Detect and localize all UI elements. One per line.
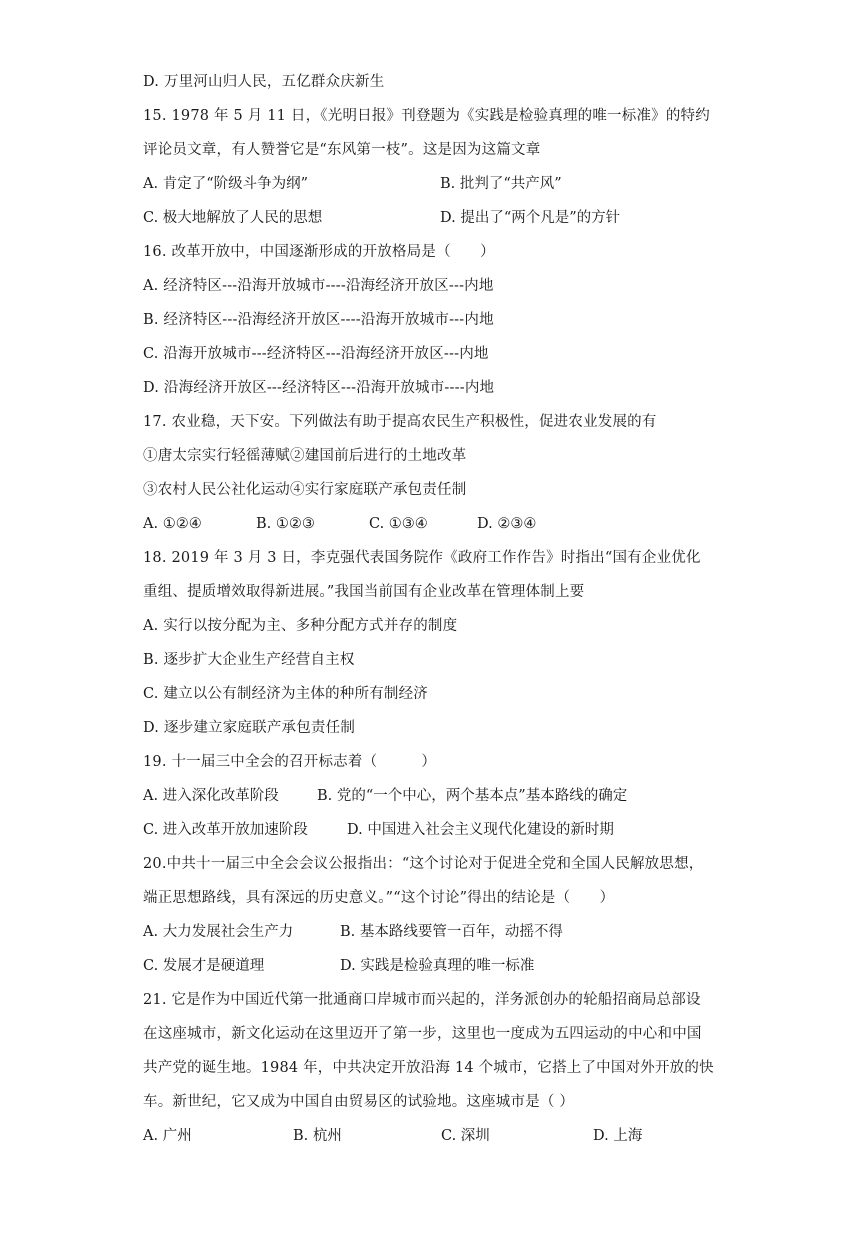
q16-option-d: D. 沿海经济开放区---经济特区---沿海开放城市----内地 [143, 380, 495, 396]
q19-stem: 19. 十一届三中全会的召开标志着（ ） [143, 754, 437, 770]
q19-option-c: C. 进入改革开放加速阶段 [143, 822, 308, 838]
q15-option-c: C. 极大地解放了人民的思想 [143, 210, 323, 226]
q15-option-d: D. 提出了“两个凡是”的方针 [440, 210, 621, 226]
q20-option-b: B. 基本路线要管一百年，动摇不得 [340, 924, 563, 940]
q15-option-b: B. 批判了“共产风” [440, 176, 562, 192]
q16-option-a: A. 经济特区---沿海开放城市----沿海经济开放区---内地 [143, 278, 494, 294]
q20-option-d: D. 实践是检验真理的唯一标准 [340, 958, 535, 974]
q21-option-a: A. 广州 [143, 1128, 192, 1144]
q20-stem-line-1: 20.中共十一届三中全会会议公报指出：“这个讨论对于促进全党和全国人民解放思想， [143, 856, 704, 872]
q21-options-row [143, 1126, 783, 1246]
q20-option-a: A. 大力发展社会生产力 [143, 924, 294, 940]
q21-option-c: C. 深圳 [441, 1128, 490, 1144]
q18-option-c: C. 建立以公有制经济为主体的种所有制经济 [143, 686, 428, 702]
q15-stem-line-2: 评论员文章，有人赞誉它是“东风第一枝”。这是因为这篇文章 [143, 142, 541, 158]
q14-option-d: D. 万里河山归人民，五亿群众庆新生 [143, 74, 385, 90]
q16-option-b: B. 经济特区---沿海经济开放区----沿海开放城市---内地 [143, 312, 494, 328]
q17-item-line-1: ①唐太宗实行轻徭薄赋②建国前后进行的土地改革 [143, 448, 467, 464]
q20-option-c: C. 发展才是硬道理 [143, 958, 265, 974]
q21-stem-line-2: 在这座城市，新文化运动在这里迈开了第一步，这里也一度成为五四运动的中心和中国 [143, 1026, 702, 1042]
q18-option-b: B. 逐步扩大企业生产经营自主权 [143, 652, 355, 668]
q20-stem-line-2: 端正思想路线，具有深远的历史意义。”“这个讨论”得出的结论是（ ） [143, 890, 615, 906]
q21-stem-line-4: 车。新世纪，它又成为中国自由贸易区的试验地。这座城市是（ ） [143, 1094, 575, 1110]
q17-stem: 17. 农业稳，天下安。下列做法有助于提高农民生产积极性，促进农业发展的有 [143, 414, 657, 430]
q21-option-b: B. 杭州 [293, 1128, 342, 1144]
q17-item-line-2: ③农村人民公社化运动④实行家庭联产承包责任制 [143, 482, 467, 498]
q17-option-a: A. ①②④ [143, 516, 202, 532]
q21-stem-line-3: 共产党的诞生地。1984 年，中共决定开放沿海 14 个城市，它搭上了中国对外开放的快 [143, 1060, 714, 1076]
q17-option-b: B. ①②③ [256, 516, 315, 532]
q15-option-a: A. 肯定了“阶级斗争为纲” [143, 176, 309, 192]
q18-option-d: D. 逐步建立家庭联产承包责任制 [143, 720, 356, 736]
q18-option-a: A. 实行以按分配为主、多种分配方式并存的制度 [143, 618, 458, 634]
q16-stem: 16. 改革开放中，中国逐渐形成的开放格局是（ ） [143, 244, 495, 260]
q17-option-c: C. ①③④ [369, 516, 428, 532]
q21-option-d: D. 上海 [593, 1128, 643, 1144]
q21-stem-line-1: 21. 它是作为中国近代第一批通商口岸城市而兴起的，洋务派创办的轮船招商局总部设 [143, 992, 701, 1008]
q19-option-d: D. 中国进入社会主义现代化建设的新时期 [347, 822, 614, 838]
q18-stem-line-1: 18. 2019 年 3 月 3 日，李克强代表国务院作《政府工作作告》时指出“国有企业优化 [143, 550, 701, 566]
q18-stem-line-2: 重组、提质增效取得新进展。”我国当前国有企业改革在管理体制上要 [143, 584, 585, 600]
q17-option-d: D. ②③④ [477, 516, 537, 532]
q19-option-a: A. 进入深化改革阶段 [143, 788, 279, 804]
q19-option-b: B. 党的“一个中心，两个基本点”基本路线的确定 [317, 788, 628, 804]
q16-option-c: C. 沿海开放城市---经济特区---沿海经济开放区---内地 [143, 346, 489, 362]
q15-stem-line-1: 15. 1978 年 5 月 11 日，《光明日报》刊登题为《实践是检验真理的唯一标准》的特约 [143, 108, 710, 124]
